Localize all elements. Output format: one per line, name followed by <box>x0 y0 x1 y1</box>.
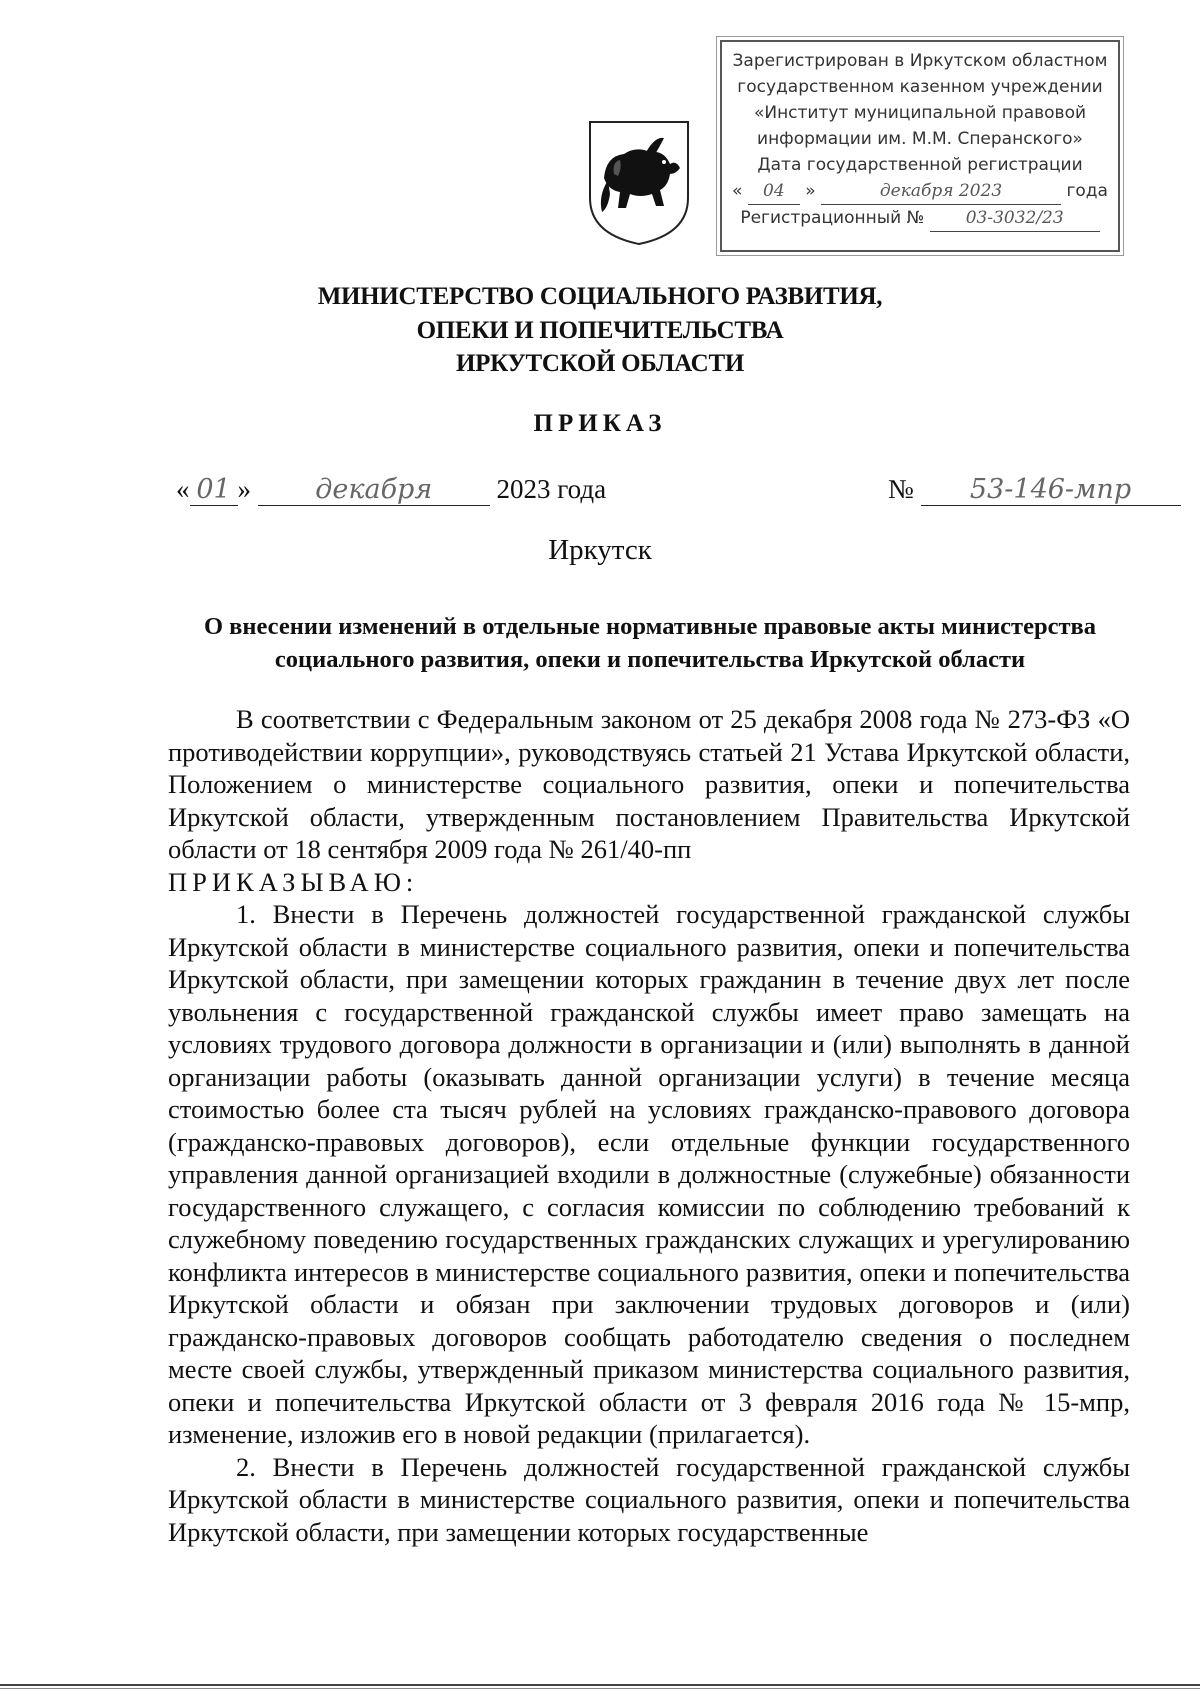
stamp-date-open: « <box>732 181 743 201</box>
date-open-quote: « <box>176 474 190 504</box>
stamp-line: Зарегистрирован в Иркутском областном <box>732 51 1108 71</box>
stamp-line: государственном казенном учреждении <box>737 77 1103 97</box>
stamp-line: Дата государственной регистрации <box>757 155 1083 175</box>
stamp-reg-label: Регистрационный № <box>740 208 925 228</box>
stamp-line: «Институт муниципальной правовой <box>753 103 1087 123</box>
date-handwritten-day: 01 <box>190 474 238 506</box>
order-subject <box>160 610 1140 676</box>
page-bottom-edge-shadow <box>0 1688 1200 1689</box>
ministry-name-line-2: ОПЕКИ И ПОПЕЧИТЕЛЬСТВА <box>416 317 784 344</box>
ministry-name-line-1: МИНИСТЕРСТВО СОЦИАЛЬНОГО РАЗВИТИЯ, <box>317 283 883 310</box>
date-handwritten-month: декабря <box>258 474 490 506</box>
number-label: № <box>888 474 914 504</box>
stamp-date-row <box>722 178 1118 205</box>
stamp-date-mid: » <box>805 181 816 201</box>
order-body <box>168 703 1130 1548</box>
ministry-name-line-3: ИРКУТСКОЙ ОБЛАСТИ <box>456 350 744 377</box>
coat-of-arms-emblem <box>584 116 694 248</box>
item-2-paragraph: 2. Внести в Перечень должностей государственной гражданской службы Иркутской области в министерстве социального развития, опеки и попечительства Иркутской области, при замещении которых государственные <box>168 1451 1130 1547</box>
city: Иркутск <box>548 534 652 566</box>
subject-line-2: социального развития, опеки и попечительства Иркутской области <box>274 646 1026 673</box>
item-1-paragraph: 1. Внести в Перечень должностей государственной гражданской службы Иркутской области в министерстве социального развития, опеки и попечительства Иркутской области, при замещении которых гражданин в течение двух лет после увольнения с государственной гражданской службы имеет право замещать на условиях трудового договора должности в организации и (или) выполнять в данной организации работы (оказывать данной организации услуги) в течение месяца стоимостью более ста тысяч рублей на условиях гражданско-правового договора (гражданско-правовых договоров), если отдельные функции государственного управления данной организацией входили в должностные (служебные) обязанности государственного служащего, с согласия комиссии по соблюдению требований к служебному поведению государственных гражданских служащих и урегулированию конфликта интересов в министерстве социального развития, опеки и попечительства Иркутской области и обязан при заключении трудовых договоров и (или) гражданско-правовых договоров сообщать работодателю сведения о последнем месте своей службы, утвержденный приказом министерства социального развития, опеки и попечительства Иркутской области от 3 февраля 2016 года № 15-мпр, изменение, изложив его в новой редакции (прилагается). <box>168 899 1130 1449</box>
prikazyvayu-heading: ПРИКАЗЫВАЮ: <box>168 866 419 897</box>
stamp-reg-row <box>722 205 1118 232</box>
date-year: 2023 года <box>496 474 607 504</box>
preamble-paragraph: В соответствии с Федеральным законом от 25 декабря 2008 года № 273-ФЗ «О противодействии коррупции», руководствуясь статьей 21 Устава Иркутской области, Положением о министерстве социального развития, опеки и попечительства Иркутской области, утвержденным постановлением Правительства Иркутской области от 18 сентября 2009 года № 261/40-пп <box>168 704 1130 864</box>
stamp-date-suffix: года <box>1066 181 1108 201</box>
stamp-line: информации им. М.М. Сперанского» <box>757 129 1083 149</box>
subject-line-1: О внесении изменений в отдельные нормативные правовые акты министерства <box>203 613 1096 640</box>
stamp-handwritten-month: декабря 2023 <box>821 178 1061 205</box>
number-handwritten: 53-146-мпр <box>921 474 1181 506</box>
order-number <box>888 474 1181 506</box>
stamp-handwritten-reg-number: 03-3032/23 <box>930 205 1100 232</box>
page-bottom-edge <box>0 1684 1200 1686</box>
order-date <box>176 474 606 506</box>
stamp-handwritten-day: 04 <box>748 178 800 205</box>
registration-stamp <box>720 40 1120 252</box>
date-close-quote: » <box>237 474 251 504</box>
order-title: ПРИКАЗ <box>533 410 667 437</box>
